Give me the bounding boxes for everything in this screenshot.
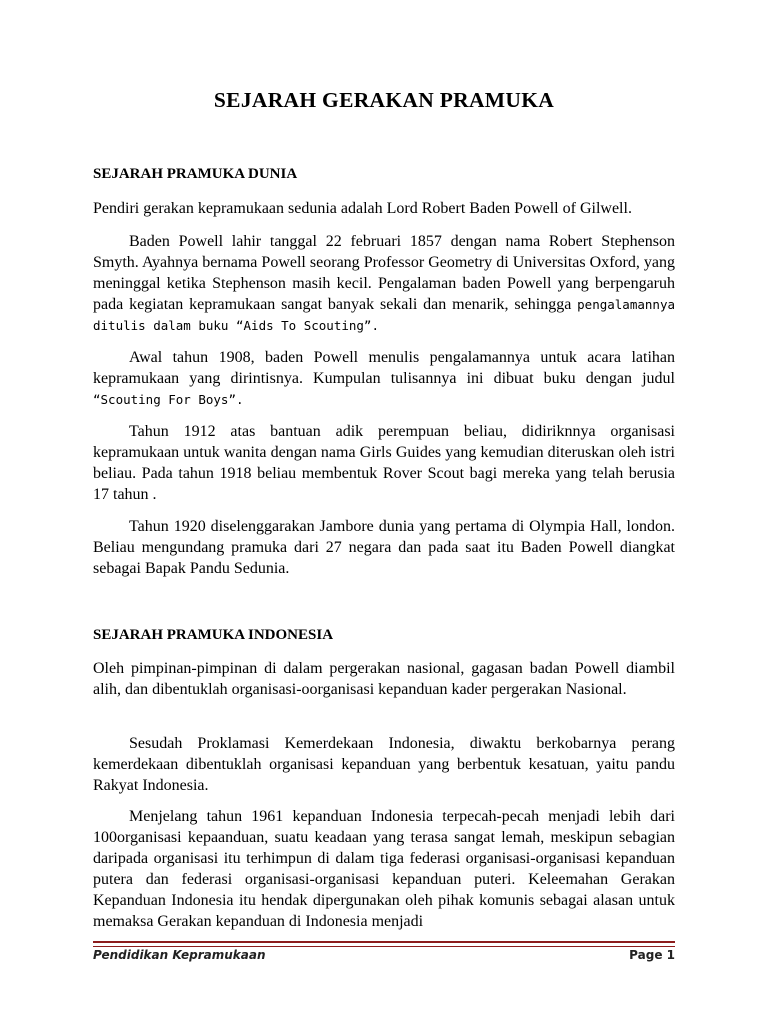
paragraph-world-3-book-title: “Scouting For Boys”. (93, 392, 244, 407)
section-heading-world: SEJARAH PRAMUKA DUNIA (93, 166, 298, 182)
paragraph-world-2-main: Baden Powell lahir tanggal 22 februari 1857 dengan nama Robert Stephenson Smyth. Ayahnya bernama Powell seorang Professor Geometry di Universitas Oxford, yang meninggal ketika Stephenson masih kecil. Pengalaman baden Powell yang berpengaruh pada kegiatan kepramukaan sangat banyak sekali dan menarik, sehingga (93, 233, 675, 313)
footer-divider (93, 941, 675, 947)
paragraph-world-2-book-title: pengalamannya ditulis dalam buku “Aids To Scouting”. (93, 297, 675, 333)
document-title: SEJARAH GERAKAN PRAMUKA (213, 88, 555, 112)
paragraph-indonesia-1: Oleh pimpinan-pimpinan di dalam pergerakan nasional, gagasan badan Powell diambil alih, dan dibentuklah organisasi-oorganisasi kepanduan kader pergerakan Nasional. (93, 660, 675, 698)
paragraph-world-4: Tahun 1912 atas bantuan adik perempuan beliau, didiriknnya organisasi kepramukaan untuk wanita dengan nama Girls Guides yang kemudian diteruskan oleh istri beliau. Pada tahun 1918 beliau membentuk Rover Scout bagi mereka yang telah berusia 17 tahun . (93, 423, 675, 503)
paragraph-world-1: Pendiri gerakan kepramukaan sedunia adalah Lord Robert Baden Powell of Gilwell. (93, 200, 632, 217)
footer-document-name: Pendidikan Kepramukaan (93, 948, 266, 962)
paragraph-world-2 (93, 231, 675, 336)
footer-page-number: Page 1 (629, 948, 675, 962)
paragraph-indonesia-3: Menjelang tahun 1961 kepanduan Indonesia terpecah-pecah menjadi lebih dari 100organisasi kepaanduan, suatu keadaan yang terasa sangat lemah, meskipun sebagian daripada organisasi itu terhimpun di dalam tiga federasi organisasi-organisasi kepanduan putera dan federasi organisasi-organisasi kepanduan puteri. Keleemahan Gerakan Kepanduan Indonesia itu hendak dipergunakan oleh pihak komunis sebagai alasan untuk memaksa Gerakan kepanduan di Indonesia menjadi (93, 808, 675, 930)
paragraph-world-5: Tahun 1920 diselenggarakan Jambore dunia yang pertama di Olympia Hall, london. Beliau mengundang pramuka dari 27 negara dan pada saat itu Baden Powell diangkat sebagai Bapak Pandu Sedunia. (93, 518, 675, 577)
paragraph-indonesia-2: Sesudah Proklamasi Kemerdekaan Indonesia, diwaktu berkobarnya perang kemerdekaan dibentuklah organisasi kepanduan yang berbentuk kesatuan, yaitu pandu Rakyat Indonesia. (93, 735, 675, 794)
paragraph-world-3 (93, 347, 675, 410)
paragraph-world-3-main: Awal tahun 1908, baden Powell menulis pengalamannya untuk acara latihan kepramukaan yang dirintisnya. Kumpulan tulisannya ini dibuat buku dengan judul (93, 349, 675, 387)
section-heading-indonesia: SEJARAH PRAMUKA INDONESIA (93, 627, 334, 643)
